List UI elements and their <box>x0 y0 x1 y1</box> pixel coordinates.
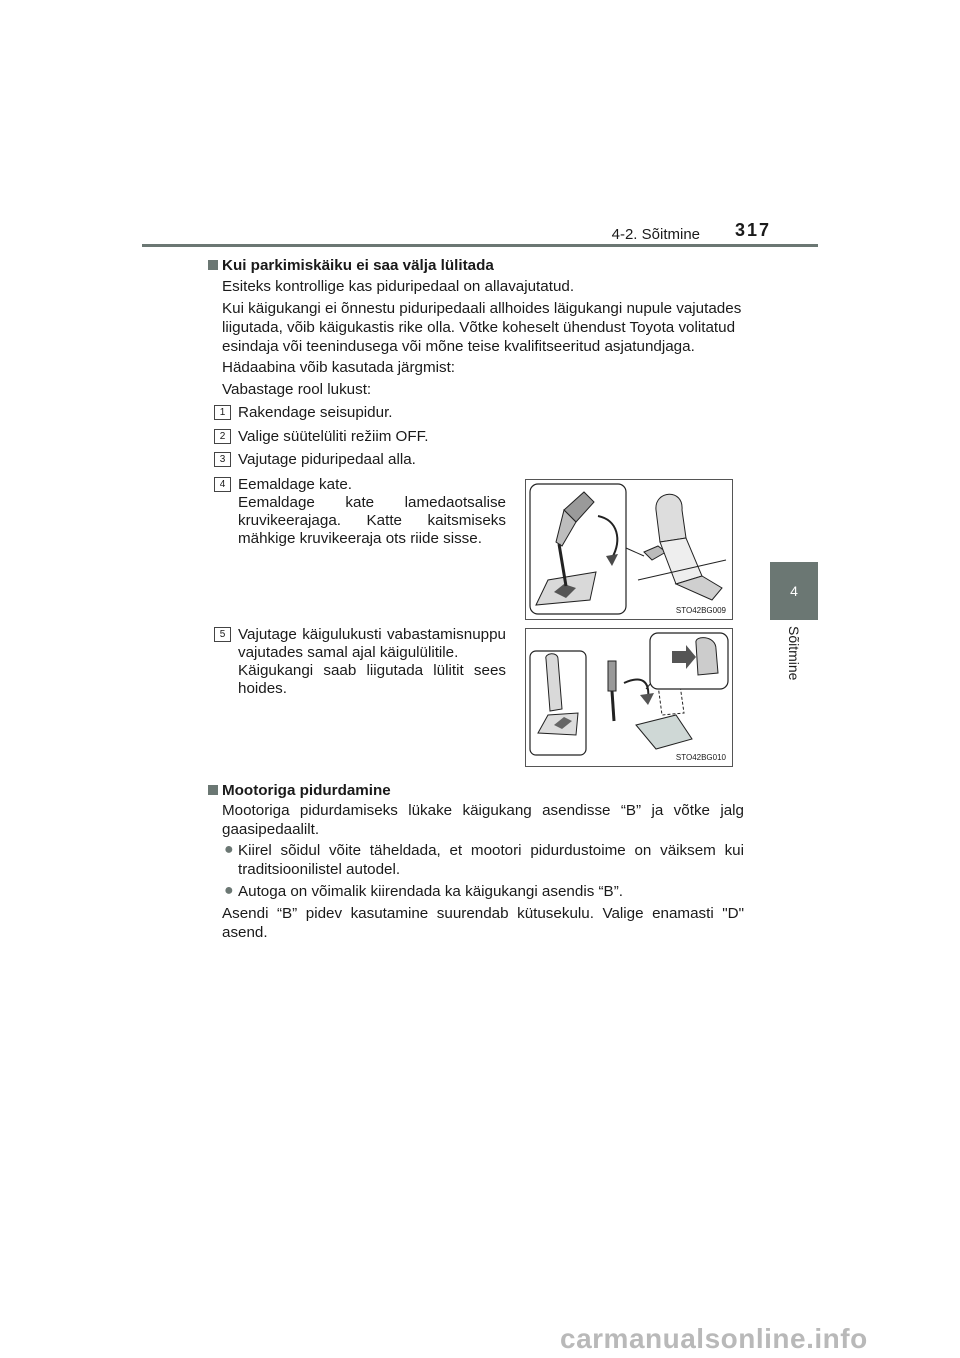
section1-p2-line2: liigutada, võib käigukastis rike olla. Võtke koheselt ühendust Toyota volitatud <box>222 319 736 336</box>
figure-shift-lock-release <box>525 628 733 767</box>
step-number-1: 1 <box>214 405 231 420</box>
header-divider <box>142 244 818 247</box>
step-number-5: 5 <box>214 627 231 642</box>
page-number: 317 <box>735 220 772 240</box>
step-text-1: Rakendage seisupidur. <box>238 404 393 421</box>
step-number-2: 2 <box>214 429 231 444</box>
screwdriver-cover-illustration <box>526 480 732 619</box>
section2-p2-line1: Asendi “B” pidev kasutamine suurendab kütusekulu. Valige enamasti "D" <box>222 905 744 922</box>
section2-p2-line2: asend. <box>222 924 268 941</box>
figure-cover-removal <box>525 479 733 620</box>
section2-heading: Mootoriga pidurdamine <box>222 782 391 799</box>
section2-p1-line1: Mootoriga pidurdamiseks lükake käigukang asendisse “B” ja võtke jalg <box>222 802 744 819</box>
square-bullet-icon <box>208 785 218 795</box>
step-number-3: 3 <box>214 452 231 467</box>
step-5-line1: Vajutage käigulukusti vabastamisnuppu <box>238 626 506 643</box>
section2-bullet1-line2: traditsioonilistel autodel. <box>238 861 401 878</box>
section1-p4: Vabastage rool lukust: <box>222 381 372 398</box>
square-bullet-icon <box>208 260 218 270</box>
circle-bullet-icon: ● <box>224 882 234 899</box>
step-number-4: 4 <box>214 477 231 492</box>
step-4-line2: Eemaldage kate lamedaotsalise <box>238 494 506 511</box>
step-4-line3: kruvikeerajaga. Katte kaitsmiseks <box>238 512 506 529</box>
watermark-text: carmanualsonline.info <box>560 1323 868 1354</box>
figure-code-2: STO42BG010 <box>675 753 726 762</box>
chapter-tab: 4 <box>770 562 818 620</box>
section1-p1: Esiteks kontrollige kas piduripedaal on allavajutatud. <box>222 278 575 295</box>
figure-code-1: STO42BG009 <box>675 606 726 615</box>
section2-p1-line2: gaasipedaalilt. <box>222 821 320 838</box>
section2-bullet2: Autoga on võimalik kiirendada ka käigukangi asendis “B”. <box>238 883 623 900</box>
section2-bullet1-line1: Kiirel sõidul võite täheldada, et mootori pidurdustoime on väiksem kui <box>238 842 744 859</box>
step-4-line4: mähkige kruvikeeraja ots riide sisse. <box>238 530 482 547</box>
section1-heading-row <box>208 255 494 276</box>
step-5-line3: Käigukangi saab liigutada lülitit sees <box>238 662 506 679</box>
step-4-line1: Eemaldage kate. <box>238 476 352 493</box>
shift-lock-illustration <box>526 629 732 766</box>
section1-p2-line3: esindaja või teenindusega või mõne teise kvalifitseeritud asjatundjaga. <box>222 338 695 355</box>
step-text-2: Valige süütelüliti režiim OFF. <box>238 428 429 445</box>
step-text-3: Vajutage piduripedaal alla. <box>238 451 416 468</box>
section-title: 4-2. Sõitmine <box>611 226 700 243</box>
step-5-line4: hoides. <box>238 680 287 697</box>
section1-p2-line1: Kui käigukangi ei õnnestu piduripedaali allhoides läigukangi nupule vajutades <box>222 300 742 317</box>
section1-p3: Hädaabina võib kasutada järgmist: <box>222 359 456 376</box>
section2-heading-row <box>208 780 391 801</box>
chapter-label: Sõitmine <box>786 626 802 681</box>
circle-bullet-icon: ● <box>224 841 234 858</box>
step-5-line2: vajutades samal ajal käigulülitile. <box>238 644 459 661</box>
section1-heading: Kui parkimiskäiku ei saa välja lülitada <box>222 257 494 274</box>
